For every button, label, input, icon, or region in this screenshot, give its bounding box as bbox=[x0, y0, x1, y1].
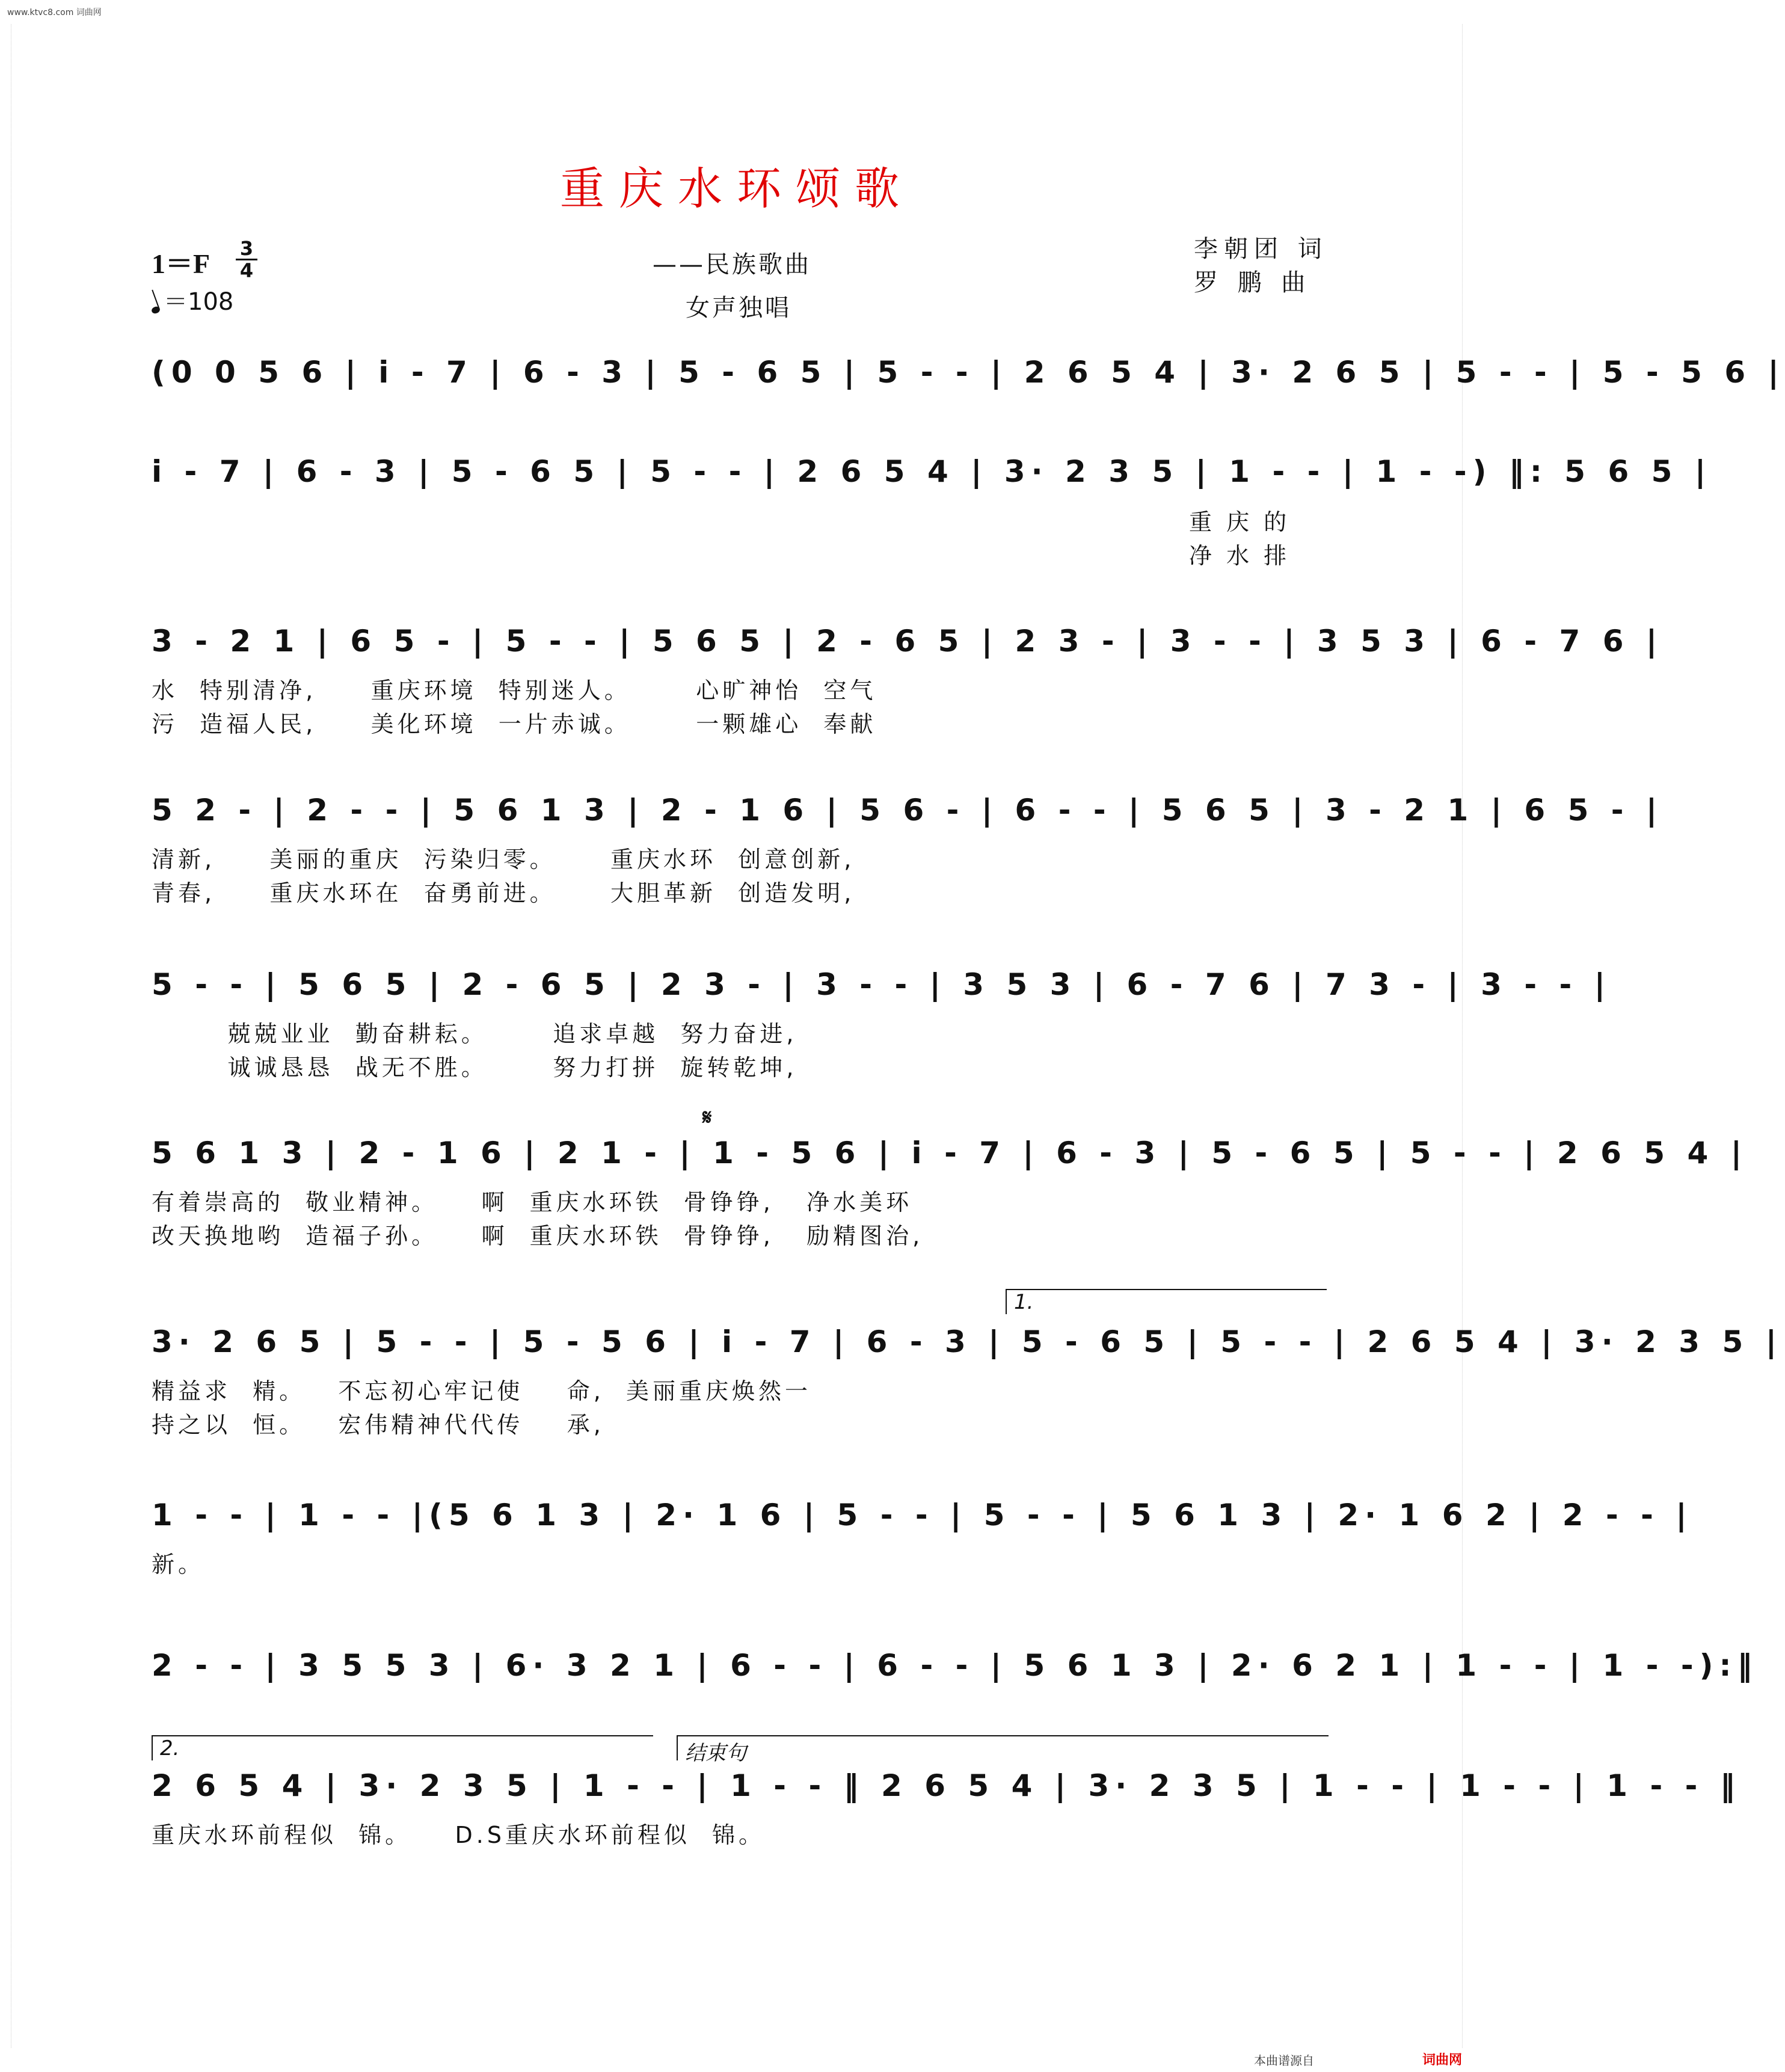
first-ending-label: 1. bbox=[1014, 1290, 1034, 1314]
second-ending-bracket bbox=[152, 1735, 653, 1760]
key-signature: 1＝F bbox=[152, 248, 210, 279]
lyric-verse-2: 净 水 排 bbox=[1189, 543, 1291, 569]
time-signature-bottom: 4 bbox=[239, 259, 254, 282]
lyric-verse-1: 有着崇高的 敬业精神。 啊 重庆水环铁 骨铮铮, 净水美环 bbox=[152, 1189, 913, 1216]
notation-line: 5 2 - | 2 - - | 5 6 1 3 | 2 - 1 6 | 5 6 - | 6 - - | 5 6 5 | 3 - 2 1 | 6 5 - | bbox=[152, 793, 1664, 828]
notation-line: i - 7 | 6 - 3 | 5 - 6 5 | 5 - - | 2 6 5 4 | 3· 2 3 5 | 1 - - | 1 - -) ‖: 5 6 5 | bbox=[152, 454, 1712, 489]
tempo-marking bbox=[152, 283, 233, 317]
source-url[interactable]: www.ktvc8.com 词曲网 bbox=[7, 8, 102, 17]
first-ending-bracket bbox=[1006, 1289, 1327, 1314]
lyricist-credit: 李朝团 词 bbox=[1194, 235, 1328, 263]
quarter-note-icon bbox=[151, 306, 161, 315]
notation-line: (0 0 5 6 | i - 7 | 6 - 3 | 5 - 6 5 | 5 - - | 2 6 5 4 | 3· 2 6 5 | 5 - - | 5 - 5 6 | bbox=[152, 355, 1785, 390]
lyric-verse-1: 重庆水环前程似 锦。 D.S重庆水环前程似 锦。 bbox=[152, 1822, 766, 1848]
notation-line: 3· 2 6 5 | 5 - - | 5 - 5 6 | i - 7 | 6 - 3 | 5 - 6 5 | 5 - - | 2 6 5 4 | 3· 2 3 5 | bbox=[152, 1324, 1783, 1359]
composer-credit: 罗 鹏 曲 bbox=[1194, 269, 1312, 297]
notation-line: 1 - - | 1 - - |(5 6 1 3 | 2· 1 6 | 5 - - | 5 - - | 5 6 1 3 | 2· 1 6 2 | 2 - - | bbox=[152, 1498, 1693, 1532]
notation-line: 5 - - | 5 6 5 | 2 - 6 5 | 2 3 - | 3 - - | 3 5 3 | 6 - 7 6 | 7 3 - | 3 - - | bbox=[152, 967, 1611, 1002]
genre-subtitle: ——民族歌曲 bbox=[653, 251, 811, 278]
lyric-verse-1: 新。 bbox=[152, 1551, 205, 1578]
lyric-verse-1: 精益求 精。 不忘初心牢记使 命, 美丽重庆焕然一 bbox=[152, 1378, 811, 1404]
lyric-verse-1: 清新, 美丽的重庆 污染归零。 重庆水环 创意创新, bbox=[152, 846, 855, 873]
footer-source-label: 本曲谱源自 bbox=[1254, 2053, 1314, 2068]
second-ending-label: 2. bbox=[160, 1736, 180, 1760]
lyric-verse-2: 改天换地哟 造福子孙。 啊 重庆水环铁 骨铮铮, 励精图治, bbox=[152, 1223, 924, 1249]
footer-site-logo[interactable]: 词曲网 bbox=[1422, 2053, 1463, 2068]
lyric-verse-2: 青春, 重庆水环在 奋勇前进。 大胆革新 创造发明, bbox=[152, 880, 855, 906]
notation-line: 2 6 5 4 | 3· 2 3 5 | 1 - - | 1 - - ‖ 2 6 5 4 | 3· 2 3 5 | 1 - - | 1 - - | 1 - - ‖ bbox=[152, 1768, 1741, 1803]
lyric-verse-2: 污 造福人民, 美化环境 一片赤诚。 一颗雄心 奉献 bbox=[152, 711, 877, 737]
lyric-verse-1: 重 庆 的 bbox=[1189, 509, 1291, 535]
lyric-verse-1: 水 特别清净, 重庆环境 特别迷人。 心旷神怡 空气 bbox=[152, 677, 877, 704]
time-signature bbox=[236, 239, 257, 280]
coda-label: 结束句 bbox=[685, 1741, 746, 1765]
notation-line: 5 6 1 3 | 2 - 1 6 | 2 1 - | 1 - 5 6 | i - 7 | 6 - 3 | 5 - 6 5 | 5 - - | 2 6 5 4 | bbox=[152, 1136, 1748, 1170]
notation-line: 3 - 2 1 | 6 5 - | 5 - - | 5 6 5 | 2 - 6 5 | 2 3 - | 3 - - | 3 5 3 | 6 - 7 6 | bbox=[152, 624, 1664, 659]
left-watermark-strip bbox=[4, 24, 11, 2048]
time-signature-top: 3 bbox=[239, 237, 254, 260]
notation-line: 2 - - | 3 5 5 3 | 6· 3 2 1 | 6 - - | 6 - - | 5 6 1 3 | 2· 6 2 1 | 1 - - | 1 - -):‖ bbox=[152, 1648, 1759, 1683]
tempo-value: ＝108 bbox=[164, 288, 234, 316]
lyric-verse-2: 诚诚恳恳 战无不胜。 努力打拼 旋转乾坤, bbox=[152, 1054, 797, 1081]
lyric-verse-1: 兢兢业业 勤奋耕耘。 追求卓越 努力奋进, bbox=[152, 1021, 797, 1047]
segno-sign: 𝄋 bbox=[702, 1105, 712, 1130]
right-watermark-strip bbox=[1462, 24, 1470, 2048]
lyric-verse-2: 持之以 恒。 宏伟精神代代传 承, bbox=[152, 1412, 604, 1438]
song-title: 重庆水环颂歌 bbox=[560, 163, 914, 215]
performer-label: 女声独唱 bbox=[686, 294, 791, 322]
coda-bracket bbox=[677, 1735, 1329, 1765]
